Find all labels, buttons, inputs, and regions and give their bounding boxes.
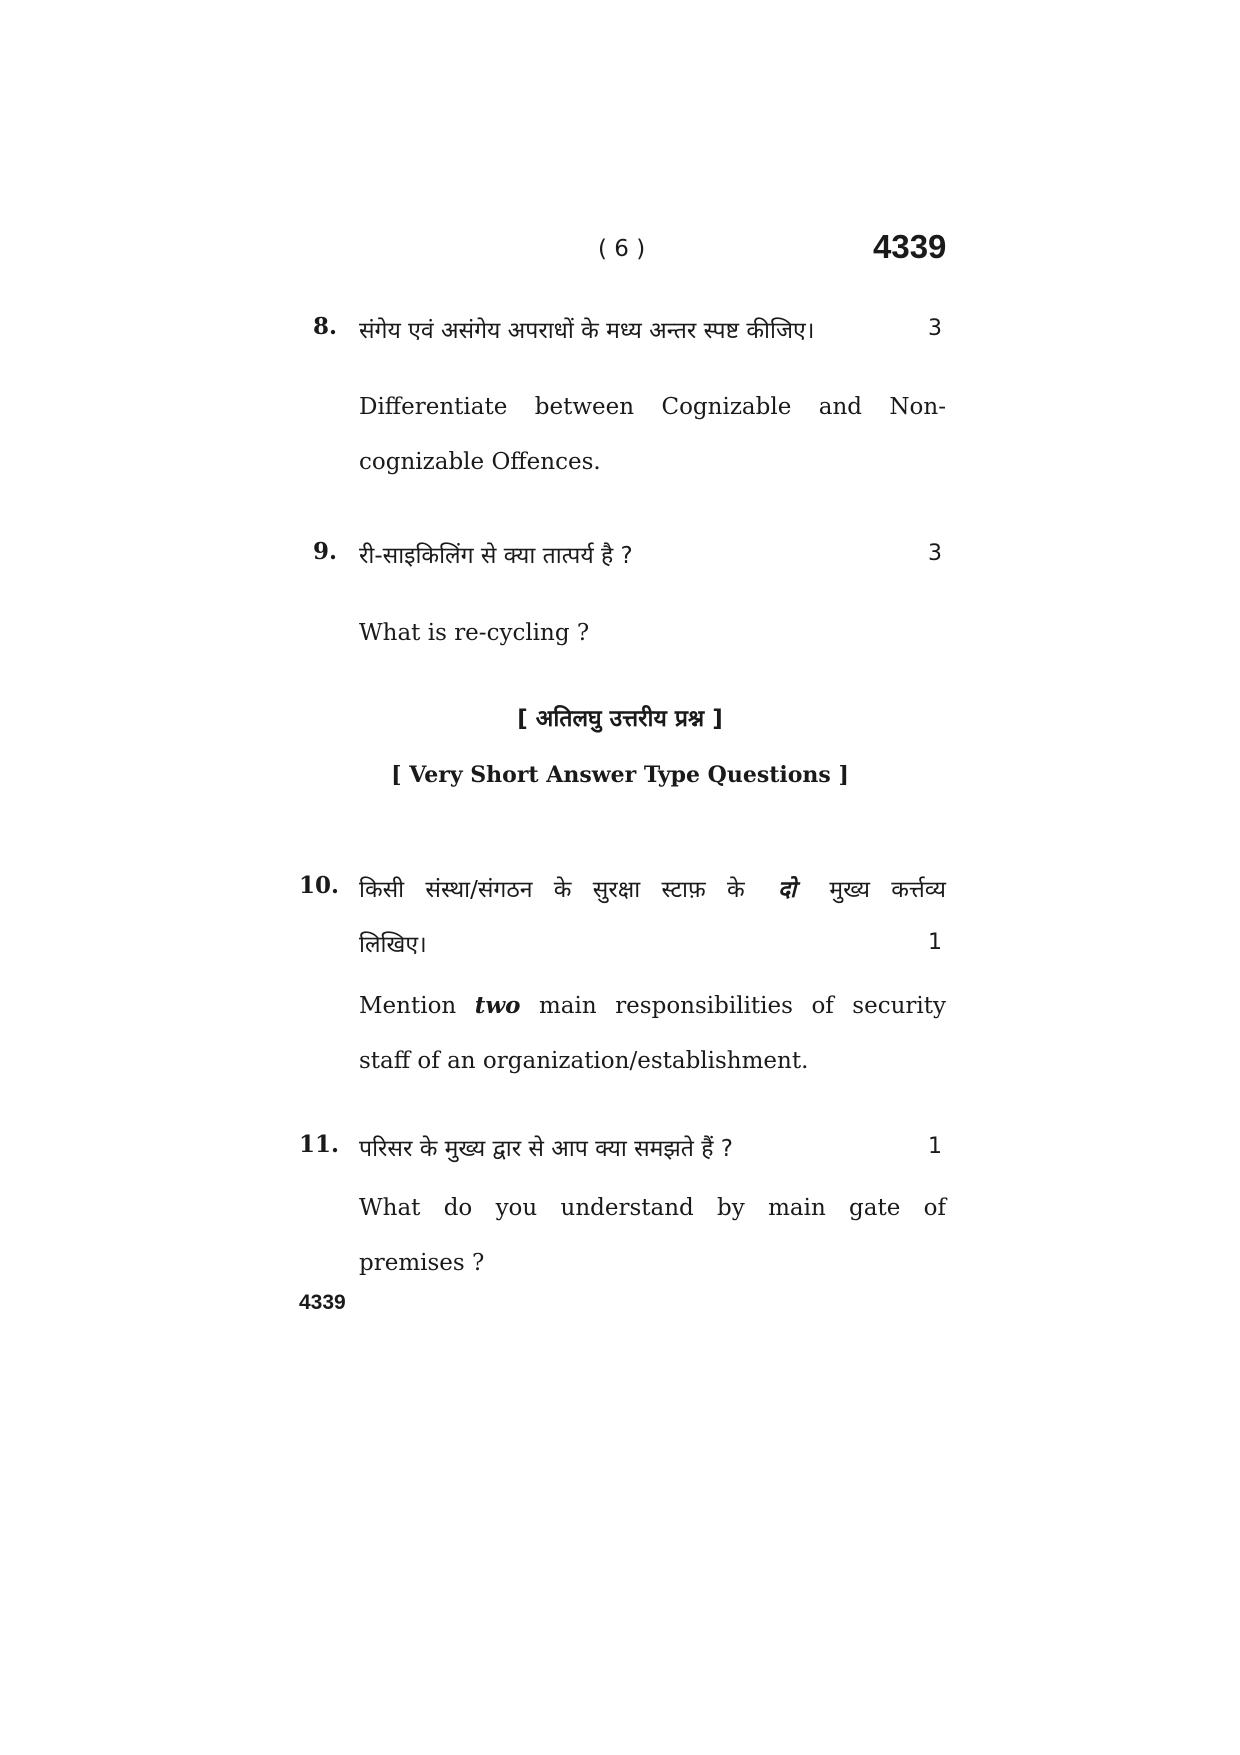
question-10-english-emphasis: two bbox=[474, 992, 521, 1019]
question-10-marks: 1 bbox=[928, 930, 942, 955]
question-11-english: What do you understand by main gate of premises ? bbox=[359, 1195, 946, 1276]
question-10-english-after: main responsibilities of security staff of an organization/establishment. bbox=[359, 993, 946, 1074]
paper-code: 4339 bbox=[873, 228, 947, 265]
page-number: ( 6 ) bbox=[598, 236, 646, 262]
question-10-hindi-after: मुख्य कर्त्तव्य bbox=[829, 877, 946, 903]
question-10-hindi-line2: लिखिए। bbox=[359, 932, 427, 958]
question-11-marks: 1 bbox=[928, 1134, 942, 1159]
question-10-english bbox=[359, 978, 946, 1089]
question-9-number: 9. bbox=[313, 538, 338, 565]
question-8-hindi: संगेय एवं असंगेय अपराधों के मध्य अन्तर स्पष्ट कीजिए। bbox=[359, 318, 815, 344]
section-heading-english: [ Very Short Answer Type Questions ] bbox=[391, 762, 849, 788]
question-11-number: 11. bbox=[299, 1131, 340, 1158]
question-8-english: Differentiate between Cognizable and Non-cognizable Offences. bbox=[359, 394, 946, 475]
question-9-marks: 3 bbox=[928, 541, 942, 566]
question-9-hindi: री-साइकिलिंग से क्या तात्पर्य है ? bbox=[359, 543, 633, 569]
question-10-hindi-emphasis: दो bbox=[777, 877, 797, 903]
question-8-marks: 3 bbox=[928, 316, 942, 341]
question-10-number: 10. bbox=[299, 872, 340, 899]
question-11-hindi: परिसर के मुख्य द्वार से आप क्या समझते हैं ? bbox=[359, 1136, 733, 1162]
question-10-hindi-before: किसी संस्था/संगठन के सुरक्षा स्टाफ़ के bbox=[359, 877, 745, 903]
section-heading-hindi: [ अतिलघु उत्तरीय प्रश्न ] bbox=[517, 706, 723, 732]
question-10-english-before: Mention bbox=[359, 993, 457, 1019]
question-10-hindi-line1 bbox=[359, 872, 946, 904]
question-8-number: 8. bbox=[313, 313, 338, 340]
question-9-english: What is re-cycling ? bbox=[359, 620, 590, 646]
footer-paper-code: 4339 bbox=[299, 1291, 346, 1314]
